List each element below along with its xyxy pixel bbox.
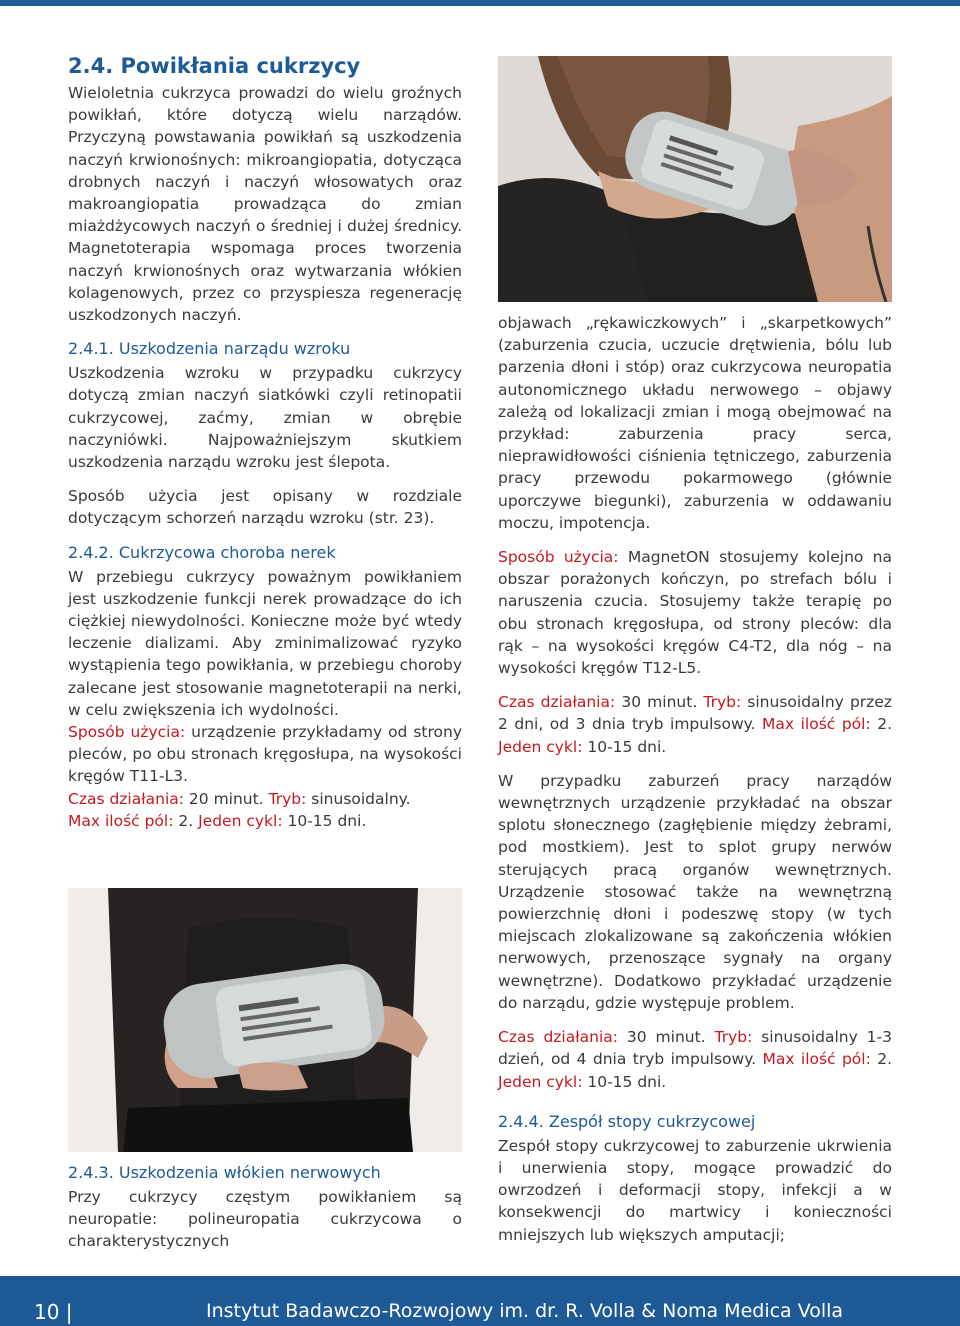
kidney-fields-value: 2.: [173, 811, 199, 830]
nerve-cycle2-label: Jeden cykl:: [498, 1072, 583, 1091]
kidney-mode-value: sinusoidalny.: [306, 789, 411, 808]
page-footer: [0, 1276, 960, 1326]
nerve-time-value: 30 minut.: [615, 693, 704, 712]
nerve-time-label: Czas działania:: [498, 693, 616, 712]
nerve-mode2-label: Tryb:: [714, 1028, 753, 1047]
kidney-time-label: Czas działania:: [68, 789, 184, 808]
nerve-cycle2-value: 10-15 dni.: [582, 1072, 667, 1091]
nerve-time2-value: 30 minut.: [617, 1028, 715, 1047]
nerve-mode-label: Tryb:: [703, 693, 742, 712]
nerve-usage: [498, 546, 892, 679]
publisher-name: Instytut Badawczo-Rozwojowy im. dr. R. Volla & Noma Medica Volla: [206, 1300, 844, 1322]
nerve-fields-label: Max ilość pól:: [762, 715, 871, 734]
photo-kidney-device: [68, 888, 462, 1152]
nerve-extra: W przypadku zaburzeń pracy narządów wewnętrznych urządzenie przykładać na obszar splotu słonecznego (zagłębienie między żebrami, pod mostkiem). Jest to splot grupy nerwów sterujących pracą organów wewnętrznych. Urządzenie stosować także na wewnętrzną powierzchnię dłoni i podeszwę stopy (w tych miejscach zlokalizowane są zakończenia włókien nerwowych, przenoszące sygnały na organy wewnętrzne). Dodatkowo przykładać urządzenie do narządu, gdzie występuje problem.: [498, 771, 892, 1012]
kidney-usage-label: Sposób użycia:: [68, 723, 186, 742]
eye-usage: Sposób użycia jest opisany w rozdziale dotyczącym schorzeń narządu wzroku (str. 23).: [68, 487, 462, 528]
photo-neck-device: [498, 56, 892, 302]
top-rule: [0, 0, 960, 6]
kidney-fields-label: Max ilość pól:: [68, 811, 174, 830]
eye-heading: 2.4.1. Uszkodzenia narządu wzroku: [68, 339, 351, 359]
kidney-mode-label: Tryb:: [268, 789, 307, 808]
kidney-params: [68, 788, 462, 832]
nerve-cycle-value: 10-15 dni.: [582, 737, 667, 756]
left-column: [68, 52, 462, 832]
kidney-usage: [68, 721, 462, 788]
foot-heading: 2.4.4. Zespół stopy cukrzycowej: [498, 1111, 756, 1131]
page-number: 10 |: [34, 1300, 73, 1324]
nerve-text-left: Przy cukrzycy częstym powikłaniem są neuropatie: polineuropatia cukrzycowa o charakterystycznych: [68, 1188, 462, 1251]
nerve-fields2-label: Max ilość pól:: [762, 1050, 871, 1069]
nerve-fields2-value: 2.: [870, 1050, 892, 1069]
nerve-params: [498, 691, 892, 758]
kidney-cycle-label: Jeden cykl:: [198, 811, 283, 830]
kidney-text: W przebiegu cukrzycy poważnym powikłaniem jest uszkodzenie funkcji nerek prowadzące do ich ciężkiej niewydolności. Konieczne może być wtedy leczenie dializami. Aby zminimalizować ryzyko wystąpienia tego powikłania, w przebiegu choroby zalecane jest stosowanie magnetoterapii na nerki, w celu zwiększenia ich wydolności.: [68, 567, 462, 719]
section-intro: Wieloletnia cukrzyca prowadzi do wielu groźnych powikłań, które dotyczą wielu narządów. Przyczyną powstawania powikłań są uszkodzenia naczyń krwionośnych: mikroangiopatia, dotycząca drobnych naczyń i naczyń włosowatych oraz makroangiopatia prowadząca do zmian miażdżycowych naczyń o średniej i dużej średnicy. Magnetoterapia wspomaga proces tworzenia naczyń krwionośnych oraz wytwarzania włókien kolagenowych, przez co przyspiesza regenerację uszkodzonych naczyń.: [68, 84, 462, 325]
nerve-heading: 2.4.3. Uszkodzenia włókien nerwowych: [68, 1163, 381, 1182]
nerve-usage-text: MagnetON stosujemy kolejno na obszar porażonych kończyn, po strefach bólu i naruszenia czucia. Stosujemy także terapię po obu stronach kręgosłupa, od strony pleców: dla rąk – na wysokości kręgów C4-T2, dla nóg – na wysokości kręgów T12-L5.: [498, 548, 892, 678]
nerve-mode-value: sinusoidalny przez 2 dni, od 3 dnia tryb impulsowy.: [498, 693, 892, 734]
eye-text: Uszkodzenia wzroku w przypadku cukrzycy dotyczą zmian naczyń siatkówki czyli retinopatii cukrzycowej, zaćmy, zmian w obrębie naczyniówki. Najpoważniejszym skutkiem uszkodzenia narządu wzroku jest ślepota.: [68, 364, 462, 472]
foot-text: Zespół stopy cukrzycowej to zaburzenie ukrwienia i unerwienia stopy, mogące prowadzić do owrzodzeń i deformacji stopy, infekcji a w konsekwencji do martwicy i konieczności mniejszych lub większych amputacji;: [498, 1136, 892, 1244]
nerve-mode2-value: sinusoidalny 1-3 dzień, od 4 dnia tryb impulsowy.: [498, 1028, 892, 1069]
nerve-time2-label: Czas działania:: [498, 1028, 618, 1047]
nerve-fields-value: 2.: [870, 715, 893, 734]
left-column-bottom: [68, 1162, 462, 1253]
kidney-cycle-value: 10-15 dni.: [282, 811, 367, 830]
section-heading: 2.4. Powikłania cukrzycy: [68, 54, 361, 78]
nerve-params-2: [498, 1026, 892, 1093]
nerve-cycle-label: Jeden cykl:: [498, 737, 583, 756]
right-column: [498, 312, 892, 1246]
nerve-usage-label: Sposób użycia:: [498, 548, 619, 567]
kidney-time-value: 20 minut.: [184, 789, 269, 808]
kidney-heading: 2.4.2. Cukrzycowa choroba nerek: [68, 542, 336, 562]
nerve-text-right: objawach „rękawiczkowych” i „skarpetkowych” (zaburzenia czucia, uczucie drętwienia, bólu lub parzenia dłoni i stóp) oraz cukrzycowa neuropatia autonomicznego układu nerwowego – objawy zależą od lokalizacji zmian i mogą obejmować na przykład: zaburzenia pracy serca, nieprawidłowości ciśnienia tętniczego, zaburzenia pracy przewodu pokarmowego (głównie uporczywe biegunki), zaburzenia w oddawaniu moczu, impotencja.: [498, 314, 892, 532]
kidney-usage-text: urządzenie przykładamy od strony pleców, po obu stronach kręgosłupa, na wysokości kręgów T11-L3.: [68, 723, 463, 786]
